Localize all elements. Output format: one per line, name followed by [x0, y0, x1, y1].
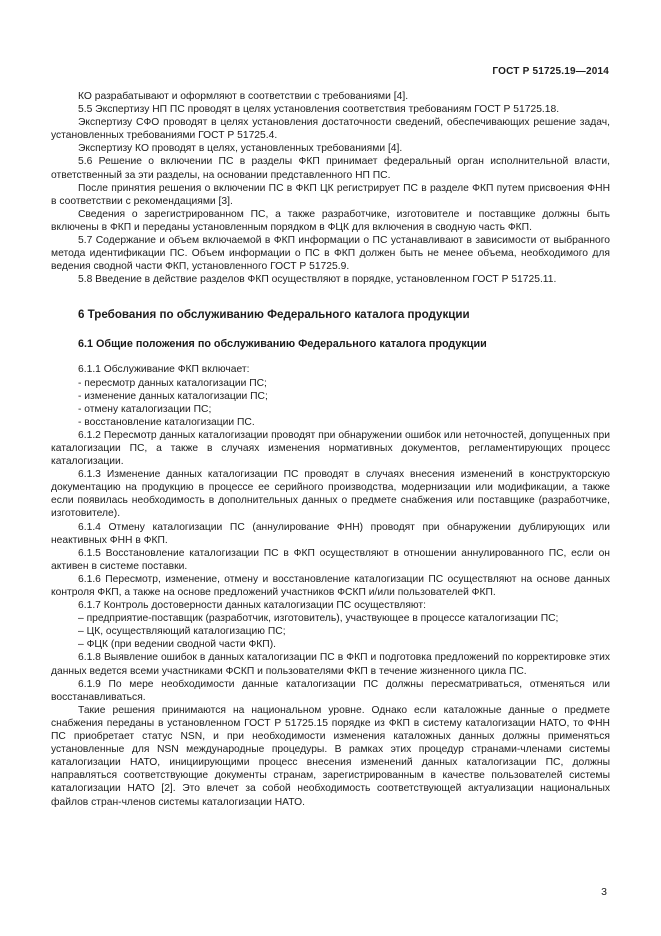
list-item: - восстановление каталогизации ПС.	[78, 416, 255, 428]
paragraph: 6.1.2 Пересмотр данных каталогизации проводят при обнаружении ошибок или неточностей, допущенных при каталогизации ПС, а также в случаях изменения нормативных документов, регламентирующих процесс каталогизации.	[51, 429, 610, 468]
paragraph: 6.1.7 Контроль достоверности данных каталогизации ПС осуществляют:	[78, 600, 426, 612]
paragraph: Экспертизу СФО проводят в целях установления достаточности сведений, обеспечивающих решение задач, установленных требованиями ГОСТ Р 51725.4.	[51, 117, 610, 142]
paragraph: 6.1.3 Изменение данных каталогизации ПС проводят в случаях внесения изменений в конструкторскую документацию на продукцию в процессе ее серийного производства, модернизации или модификации, а также если появилась необходимость в дополнительных данных о предмете снабжения или поставщике (разработчике, изготовителе).	[51, 469, 610, 520]
paragraph: 6.1.1 Обслуживание ФКП включает:	[78, 364, 250, 376]
list-item: – ФЦК (при ведении сводной части ФКП).	[78, 639, 276, 651]
page-number: 3	[601, 886, 607, 898]
paragraph: 6.1.8 Выявление ошибок в данных каталогизации ПС в ФКП и подготовка предложений по корректировке этих данных ведется всеми участниками ФСКП и пользователями ФКП в течение жизненного цикла ПС.	[51, 652, 610, 677]
section-heading: 6 Требования по обслуживанию Федерального каталога продукции	[78, 308, 470, 322]
paragraph: После принятия решения о включении ПС в ФКП ЦК регистрирует ПС в разделе ФКП путем присвоения ФНН в соответствии с рекомендациями [3].	[51, 182, 610, 207]
paragraph: КО разрабатывают и оформляют в соответствии с требованиями [4].	[78, 91, 409, 102]
paragraph: 5.6 Решение о включении ПС в разделы ФКП принимает федеральный орган исполнительной власти, ответственный за эти разделы, на основании представленного НП ПС.	[51, 156, 610, 181]
paragraph: Экспертизу КО проводят в целях, установленных требованиями [4].	[78, 143, 403, 155]
paragraph: 6.1.4 Отмену каталогизации ПС (аннулирование ФНН) проводят при обнаружении дублирующих или неактивных ФНН в ФКП.	[51, 521, 610, 546]
paragraph: 5.8 Введение в действие разделов ФКП осуществляют в порядке, установленном ГОСТ Р 51725.11.	[78, 274, 557, 286]
document-number-header: ГОСТ Р 51725.19—2014	[492, 66, 609, 77]
list-item: – ЦК, осуществляющий каталогизацию ПС;	[78, 626, 286, 638]
paragraph: 6.1.6 Пересмотр, изменение, отмену и восстановление каталогизации ПС осуществляют на основе данных контроля ФКП, а также на основе предложений участников ФСКП и/или пользователей ФКП.	[51, 573, 610, 598]
list-item: – предприятие-поставщик (разработчик, изготовитель), участвующее в процессе каталогизации ПС;	[78, 613, 559, 625]
list-item: - изменение данных каталогизации ПС;	[78, 390, 268, 402]
paragraph: Сведения о зарегистрированном ПС, а также разработчике, изготовителе и поставщике должны быть включены в ФКП и переданы установленным порядком в ФЦК для включения в сводную часть ФКП.	[51, 208, 610, 233]
paragraph: Такие решения принимаются на национальном уровне. Однако если каталожные данные о предмете снабжения переданы в установленном ГОСТ Р 51725.15 порядке из ФКП в систему каталогизации НАТО, то ФНН ПС приобретает статус NSN, и при необходимости изменения каталожных данных должны применяться установленные для NSN международные процедуры. В рамках этих процедур странами-членами системы каталогизации НАТО, инициирующими процесс внесения изменений данных каталогизации ПС, должны направляться соответствующие документы странам, зарегистрированным в качестве пользователей системы каталогизации НАТО [2]. Это влечет за собой необходимость соответствующей актуализации национальных файлов стран-членов системы каталогизации НАТО.	[51, 704, 610, 808]
paragraph: 5.5 Экспертизу НП ПС проводят в целях установления соответствия требованиям ГОСТ Р 51725.18.	[78, 104, 560, 116]
paragraph: 5.7 Содержание и объем включаемой в ФКП информации о ПС устанавливают в зависимости от выбранного метода идентификации ПС. Объем информации о ПС в ФКП должен быть не менее объема, необходимого для ведения сводной части ФКП, установленного ГОСТ Р 51725.9.	[51, 235, 610, 273]
paragraph: 6.1.9 По мере необходимости данные каталогизации ПС должны пересматриваться, отменяться или восстанавливаться.	[51, 678, 610, 703]
list-item: - пересмотр данных каталогизации ПС;	[78, 377, 267, 389]
subsection-heading: 6.1 Общие положения по обслуживанию Федерального каталога продукции	[78, 337, 487, 350]
list-item: - отмену каталогизации ПС;	[78, 403, 212, 415]
document-body	[51, 90, 610, 809]
paragraph: 6.1.5 Восстановление каталогизации ПС в ФКП осуществляют в отношении аннулированного ПС, если он активен в системе поставки.	[51, 547, 610, 572]
